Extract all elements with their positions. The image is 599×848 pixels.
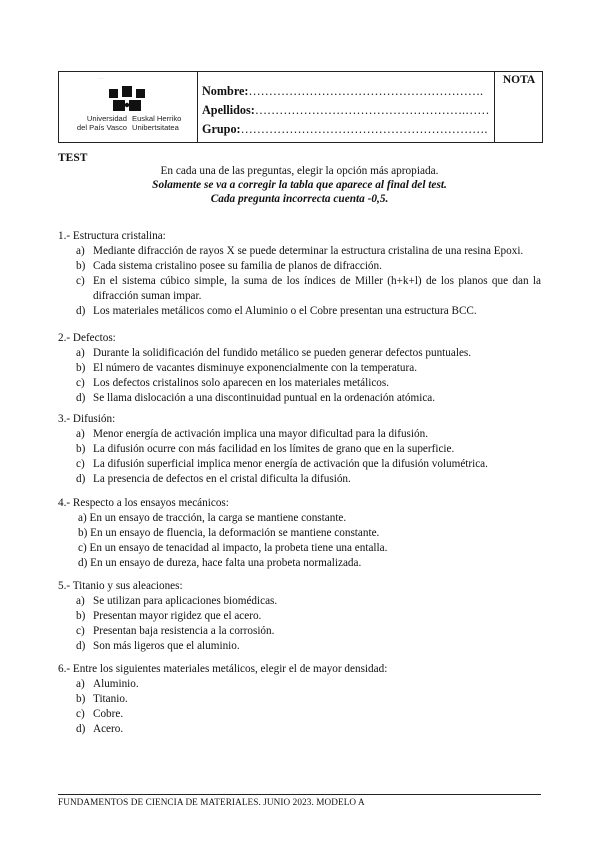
question-title: 1.- Estructura cristalina: (58, 230, 166, 242)
option-c[interactable] (58, 376, 541, 391)
question-title: 3.- Difusión: (58, 413, 116, 425)
option-letter: d) (76, 305, 86, 317)
option-text: Aluminio. (93, 678, 139, 690)
logo-right-line1: Euskal Herriko (132, 114, 182, 123)
student-fields (198, 72, 495, 142)
logo-tiny-text: … (99, 75, 104, 80)
option-text: Son más ligeros que el aluminio. (93, 640, 240, 652)
option-letter: d) (76, 392, 86, 404)
page-footer: FUNDAMENTOS DE CIENCIA DE MATERIALES. JUNIO 2023. MODELO A (58, 797, 365, 807)
option-text: Los defectos cristalinos solo aparecen en los materiales metálicos. (93, 377, 390, 389)
apellidos-label: Apellidos: (202, 103, 255, 117)
option-b[interactable] (58, 526, 541, 541)
option-text: En un ensayo de fluencia, la deformación se mantiene constante. (90, 527, 380, 539)
option-d[interactable] (58, 472, 541, 487)
option-letter: b) (76, 693, 86, 705)
option-a[interactable] (58, 427, 541, 442)
option-letter: c) (76, 458, 85, 470)
question-6 (58, 662, 541, 737)
option-text: Titanio. (93, 693, 128, 705)
option-letter: b) (76, 362, 86, 374)
grupo-label: Grupo: (202, 122, 241, 136)
option-letter: d) (76, 640, 86, 652)
option-text: La difusión superficial implica menor energía de activación que la difusión volumétrica. (93, 458, 488, 470)
option-c[interactable] (58, 707, 541, 722)
option-text: Acero. (93, 723, 124, 735)
option-letter: b) (78, 527, 88, 539)
option-letter: c) (76, 625, 85, 637)
option-letter: a) (78, 512, 87, 524)
option-d[interactable] (58, 391, 541, 406)
nombre-label: Nombre: (202, 84, 249, 98)
option-text: Se llama dislocación a una discontinuidad puntual en la ordenación atómica. (93, 392, 436, 404)
option-c[interactable] (58, 624, 541, 639)
option-b[interactable] (58, 259, 541, 274)
question-title: 5.- Titanio y sus aleaciones: (58, 580, 183, 592)
option-a[interactable] (58, 594, 541, 609)
footer-divider (58, 794, 541, 795)
option-text: Cobre. (93, 708, 124, 720)
option-text: Durante la solidificación del fundido metálico se pueden generar defectos puntuales. (93, 347, 472, 359)
apellidos-dots: …………………………………………….…… (254, 103, 490, 117)
option-letter: a) (76, 678, 85, 690)
option-letter: c) (76, 708, 85, 720)
option-c[interactable] (58, 541, 541, 556)
option-text: Se utilizan para aplicaciones biomédicas. (93, 595, 278, 607)
question-2 (58, 331, 541, 406)
option-letter: a) (76, 595, 85, 607)
nota-box (495, 72, 542, 142)
option-letter: b) (76, 443, 86, 455)
option-text: Presentan mayor rigidez que el acero. (93, 610, 262, 622)
option-d[interactable] (58, 556, 541, 571)
option-text: Mediante difracción de rayos X se puede determinar la estructura cristalina de una resina Epoxi. (93, 245, 524, 257)
option-c[interactable] (58, 274, 541, 304)
logo-left-line1: Universidad (86, 114, 127, 123)
question-1 (58, 229, 541, 319)
logo-right-text (132, 115, 181, 132)
logo-left-text (69, 115, 127, 132)
nombre-field[interactable] (202, 84, 483, 99)
option-a[interactable] (58, 244, 541, 259)
instruction-line-1: En cada una de las preguntas, elegir la opción más apropiada. (160, 165, 439, 177)
option-text: En un ensayo de tenacidad al impacto, la probeta tiene una entalla. (89, 542, 388, 554)
option-text: Los materiales metálicos como el Aluminio o el Cobre presentan una estructura BCC. (93, 305, 477, 317)
grupo-dots: ……………………………………………………. (240, 122, 488, 136)
option-b[interactable] (58, 361, 541, 376)
option-text: El número de vacantes disminuye exponencialmente con la temperatura. (93, 362, 418, 374)
option-letter: a) (76, 347, 85, 359)
question-title: 2.- Defectos: (58, 332, 116, 344)
question-4 (58, 496, 541, 571)
apellidos-field[interactable] (202, 103, 489, 118)
grupo-field[interactable] (202, 122, 487, 137)
option-text: Menor energía de activación implica una mayor dificultad para la difusión. (93, 428, 428, 440)
option-a[interactable] (58, 677, 541, 692)
nota-label: NOTA (502, 74, 536, 86)
option-text: En el sistema cúbico simple, la suma de los índices de Miller (h+k+l) de los planos que dan la difracción suman impar. (93, 275, 541, 302)
question-title: 6.- Entre los siguientes materiales metálicos, elegir el de mayor densidad: (58, 663, 388, 675)
option-text: La presencia de defectos en el cristal dificulta la difusión. (93, 473, 351, 485)
university-logo (59, 72, 198, 142)
option-b[interactable] (58, 609, 541, 624)
option-letter: a) (76, 245, 85, 257)
instruction-line-3: Cada pregunta incorrecta cuenta -0,5. (210, 193, 389, 205)
question-5 (58, 579, 541, 654)
logo-left-line2: del País Vasco (76, 122, 127, 132)
university-emblem-icon (109, 86, 145, 112)
question-title: 4.- Respecto a los ensayos mecánicos: (58, 497, 229, 509)
option-b[interactable] (58, 442, 541, 457)
option-letter: b) (76, 610, 86, 622)
option-d[interactable] (58, 304, 541, 319)
option-letter: d) (78, 557, 88, 569)
option-c[interactable] (58, 457, 541, 472)
header-table (58, 71, 543, 143)
option-a[interactable] (58, 511, 541, 526)
option-text: La difusión ocurre con más facilidad en los límites de grano que en la superficie. (93, 443, 455, 455)
option-text: Cada sistema cristalino posee su familia de planos de difracción. (93, 260, 382, 272)
option-text: Presentan baja resistencia a la corrosión. (93, 625, 275, 637)
option-letter: d) (76, 723, 86, 735)
option-b[interactable] (58, 692, 541, 707)
option-letter: a) (76, 428, 85, 440)
option-letter: c) (76, 377, 85, 389)
option-text: En un ensayo de dureza, hace falta una probeta normalizada. (90, 557, 362, 569)
option-text: En un ensayo de tracción, la carga se mantiene constante. (89, 512, 347, 524)
option-letter: c) (76, 275, 85, 287)
option-a[interactable] (58, 346, 541, 361)
question-3 (58, 412, 541, 487)
option-letter: c) (78, 542, 87, 554)
logo-right-line2: Unibertsitatea (132, 122, 179, 132)
instruction-line-2: Solamente se va a corregir la tabla que aparece al final del test. (152, 179, 447, 191)
nombre-dots: …………………………………………………. (248, 84, 484, 98)
option-letter: d) (76, 473, 86, 485)
option-d[interactable] (58, 639, 541, 654)
test-label: TEST (58, 152, 88, 164)
option-d[interactable] (58, 722, 541, 737)
option-letter: b) (76, 260, 86, 272)
